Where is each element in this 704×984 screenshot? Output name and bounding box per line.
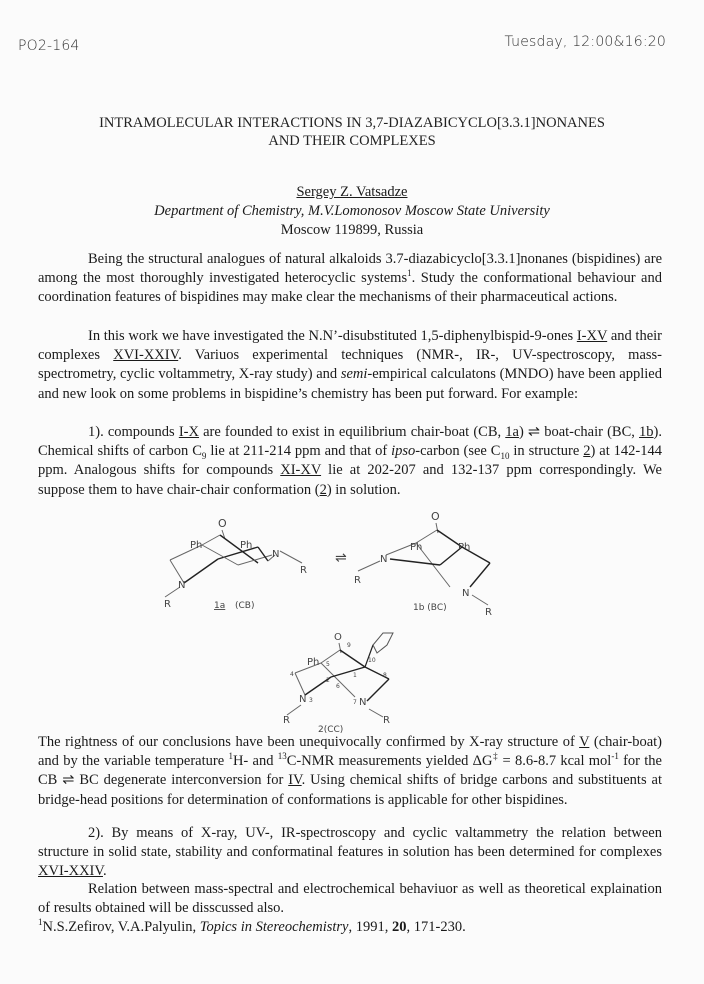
atom-ph: Ph: [240, 540, 253, 551]
poster-code: PO2-164: [18, 38, 80, 54]
compound-ref: 1b: [639, 424, 654, 440]
text: ipso: [391, 443, 416, 460]
atom-number: 1: [353, 672, 357, 679]
atom-r: R: [485, 607, 492, 618]
structures-1a-1b: [140, 505, 570, 625]
paragraph-confirmation: [38, 733, 662, 810]
compound-ref: IV: [288, 772, 302, 789]
superscript: ‡: [492, 751, 499, 762]
superscript: -1: [611, 751, 619, 762]
atom-number: 3: [309, 697, 313, 704]
bond: [331, 667, 365, 677]
atom-number: 6: [336, 683, 340, 690]
author-block: [0, 183, 704, 240]
subscript: 9: [201, 451, 207, 462]
atom-r: R: [164, 599, 171, 610]
atom-o: O: [431, 510, 440, 523]
text: . Variuos experimental techniques (NMR-, IR-, UV-spectroscopy, mass-spectrometry, cyclic voltammetry, X-ray study) and: [38, 347, 663, 383]
footnote-journal: Topics in Stereochemistry: [199, 919, 349, 935]
footnote-volume: 20: [391, 919, 407, 935]
atom-r: R: [300, 565, 307, 576]
compound-ref: I-X: [178, 424, 199, 440]
author-department: Department of Chemistry, M.V.Lomonosov Moscow State University: [154, 203, 550, 219]
atom-number: 10: [368, 657, 376, 664]
atom-n: N: [299, 694, 307, 705]
bond: [339, 643, 341, 653]
compound-ref: 2: [583, 443, 591, 460]
paragraph-finding-2: [38, 824, 662, 882]
text: -empirical calculatons (MNDO) have been applied and new look on some problems in bispidine’s chemistry has been put forward. For example:: [38, 366, 662, 402]
text: The rightness of our conclusions have been unequivocally confirmed by X-ray structure of: [38, 734, 580, 750]
structure-label-1a: 1a: [214, 601, 226, 611]
text: In this work we have investigated the N.N’-disubstituted 1,5-diphenylbispid-9-ones: [88, 328, 577, 344]
structure-label-1b: 1b (BC): [413, 603, 447, 613]
atom-r: R: [383, 715, 390, 726]
compound-ref: I-XV: [576, 328, 608, 344]
equilibrium-arrow-icon: ⇌: [335, 550, 347, 566]
atom-ph: Ph: [458, 542, 471, 553]
atom-ph: Ph: [307, 657, 320, 668]
text: ) ⇌ boat-chair (BC,: [518, 424, 640, 440]
text: 2). By means of X-ray, UV-, IR-spectroscopy and cyclic valtammetry the relation between structure in solid state, stability and conformatinal features in solution has been determined for complexes: [38, 825, 662, 861]
compound-ref: XI-XV: [280, 462, 322, 479]
compound-ref: XVI-XXIV: [113, 347, 179, 364]
atom-ph: Ph: [190, 540, 203, 551]
text: .: [102, 863, 107, 880]
text: semi: [340, 366, 368, 383]
atom-number: 7: [353, 699, 357, 706]
atom-n: N: [272, 549, 280, 560]
bond: [367, 679, 389, 701]
atom-number: 5: [326, 661, 330, 668]
compound-ref: V: [579, 734, 590, 750]
paragraph-finding-1: [38, 423, 662, 500]
footnote-authors: N.S.Zefirov, V.A.Palyulin,: [42, 919, 200, 935]
author-name: Sergey Z. Vatsadze: [296, 184, 408, 200]
atom-number: 2: [326, 677, 330, 684]
superscript: 13: [277, 751, 287, 762]
bond: [295, 673, 305, 695]
bond: [390, 559, 440, 565]
footnote: [38, 918, 662, 937]
text: 1). compounds: [88, 424, 179, 440]
structure-1b: [358, 523, 490, 605]
paragraph-outlook: Relation between mass-spectral and electrochemical behaviuor as well as theoretical explaination of results obtained will be disscussed also.: [38, 881, 662, 917]
title-line-2: AND THEIR COMPLEXES: [268, 133, 436, 149]
structure-1a: [165, 530, 302, 597]
paper-title: [0, 114, 704, 150]
atom-o: O: [218, 517, 227, 530]
compound-ref: 1a: [505, 424, 519, 440]
footnote-year: , 1991,: [348, 919, 392, 935]
text: . Using chemical shifts of bridge carbons and substituents at bridge-head positions for determination of conformations is applicable for other bispidines.: [38, 772, 662, 808]
text: = 8.6-8.7 kcal mol: [498, 753, 612, 770]
bond: [280, 551, 302, 563]
bond: [358, 561, 380, 571]
text: lie at 202-207 and 132-137 ppm correspondingly. We suppose them to have chair-chair conformation (: [38, 462, 662, 498]
footnote-mark: 1: [38, 917, 43, 928]
atom-ph: Ph: [410, 542, 423, 553]
atom-o: O: [334, 632, 342, 643]
atom-number: 8: [383, 672, 387, 679]
footnote-ref: 1: [407, 268, 412, 279]
phenyl-ring: [373, 633, 393, 653]
text: (chair-boat) and by the variable temperature: [38, 734, 663, 770]
atom-number: 4: [290, 671, 294, 678]
paragraph-work: [38, 327, 662, 404]
structure-2: [265, 625, 445, 733]
atom-n: N: [178, 580, 186, 591]
superscript: 1: [228, 751, 233, 762]
text: and their complexes: [38, 328, 663, 364]
text: . Study the conformational behaviour and coordination features of bispidines may make clear the mechanisms of their pharmaceutical actions.: [38, 270, 662, 306]
atom-number: 9: [347, 642, 351, 649]
footnote-pages: , 171-230.: [406, 919, 466, 935]
session-time: Tuesday, 12:00&16:20: [504, 34, 666, 50]
text: for the CB ⇌ BC degenerate interconversion for: [38, 753, 662, 789]
bond: [340, 650, 365, 667]
bond: [287, 705, 301, 715]
bond: [321, 650, 340, 663]
bond: [202, 535, 220, 545]
atom-n: N: [380, 554, 388, 565]
title-line-1: INTRAMOLECULAR INTERACTIONS IN 3,7-DIAZABICYCLO[3.3.1]NONANES: [99, 115, 605, 131]
structure-conf-1a: (CB): [235, 601, 255, 611]
text: Being the structural analogues of natural alkaloids 3.7-diazabicyclo[3.3.1]nonanes (bispidines) are among the most thoroughly investigated heterocyclic systems: [38, 251, 662, 287]
compound-ref: 2: [319, 481, 327, 498]
text: lie at 211-214 ppm and that of: [206, 443, 392, 460]
author-address: Moscow 119899, Russia: [280, 222, 424, 238]
text: ). Chemical shifts of carbon C: [38, 424, 663, 460]
paragraph-intro: [38, 250, 662, 308]
structure-label-2: 2(CC): [318, 725, 344, 733]
text: in structure: [509, 443, 584, 460]
bond: [472, 595, 488, 605]
text: H- and: [232, 753, 278, 770]
compound-ref: XVI-XXIV: [38, 863, 103, 880]
atom-r: R: [283, 715, 290, 726]
atom-r: R: [354, 575, 361, 586]
bond: [184, 559, 218, 583]
text: ) in solution.: [326, 481, 401, 498]
text: ) at 142-144 ppm. Analogous shifts for compounds: [38, 443, 662, 479]
text: C-NMR measurements yielded ΔG: [286, 753, 493, 770]
subscript: 10: [500, 451, 510, 462]
text: -carbon (see C: [415, 443, 501, 460]
bond: [369, 709, 383, 717]
atom-n: N: [359, 697, 367, 708]
bond: [436, 523, 438, 533]
atom-n: N: [462, 588, 470, 599]
text: are founded to exist in equilibrium chair-boat (CB,: [198, 424, 506, 440]
bond: [470, 563, 490, 587]
